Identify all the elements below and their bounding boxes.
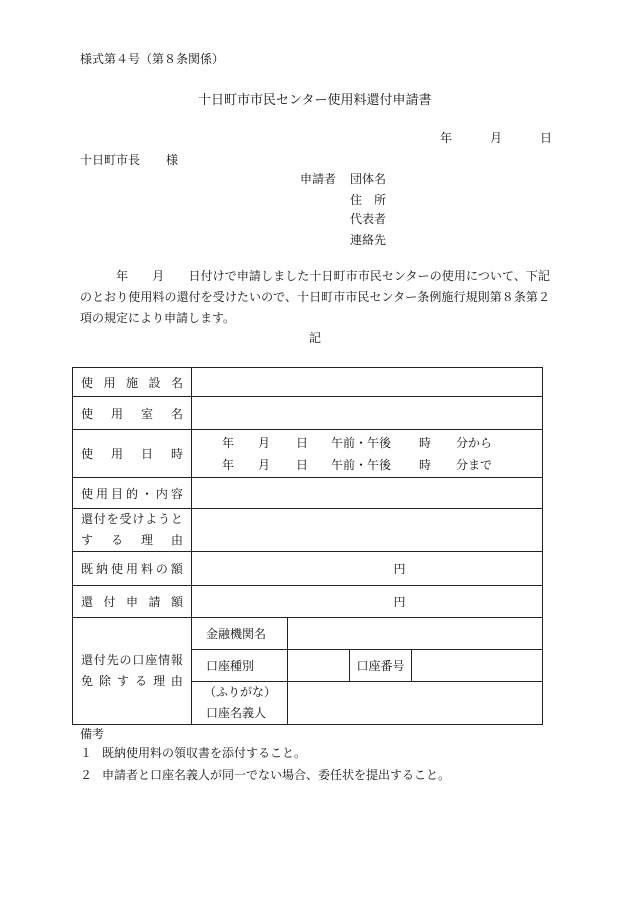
to-ampm: 午前・午後 [331,458,392,472]
datetime-from-row [192,432,542,454]
refund-form-table [72,367,543,725]
refund-amount-text: 還 付 申 請 額 [81,595,183,609]
purpose-label [73,478,192,509]
room-name-label [73,397,192,430]
bank-name-text: 金融機関名 [206,627,267,641]
datetime-field[interactable] [192,430,543,478]
to-year: 年 [222,458,235,472]
refund-amount-label [73,586,192,618]
applicant-label: 申請者 [300,172,337,186]
to-month: 月 [258,458,271,472]
from-month: 月 [258,436,271,450]
note-number: １ [80,746,93,760]
account-info-line2: 免 除 す る 理 由 [81,674,183,688]
purpose-field[interactable] [192,478,543,509]
to-day: 日 [296,458,309,472]
room-name-text: 使 用 室 名 [81,406,183,421]
refund-reason-label [73,509,192,552]
note-item [80,744,306,761]
bank-name-label [192,618,288,650]
paid-fee-label [73,552,192,586]
from-hour: 時 [419,436,432,450]
ki-marker: 記 [309,331,322,345]
facility-name-field[interactable] [192,368,543,397]
refund-reason-line2: す る 理 由 [81,533,183,547]
refund-amount-unit: 円 [393,595,406,609]
form-number: 様式第４号（第８条関係） [80,52,225,66]
purpose-text: 使 用 目 的 ・ 内 容 [81,486,183,501]
paid-fee-text: 既 納 使 用 料 の 額 [81,562,183,576]
application-statement: 年 月 日付けで申請しました十日町市市民センターの使用について、下記のとおり使用料の還付を受けたいので、十日町市市民センター条例施行規則第８条第２項の規定により申請します。 [80,269,550,325]
refund-reason-line1: 還 付 を 受 け よ う と [81,512,183,526]
date-day: 日 [540,131,553,145]
account-holder-field[interactable] [288,682,543,725]
to-minute: 分まで [456,458,493,472]
furigana-text: （ふりがな） [204,685,277,699]
facility-name-text: 使 用 施 設 名 [81,375,183,390]
note-number: ２ [80,768,93,782]
to-hour: 時 [419,458,432,472]
account-type-label [192,650,288,682]
account-number-label [350,650,412,682]
account-info-line1: 還 付 先 の 口 座 情 報 [81,653,183,667]
account-holder-label [192,682,288,725]
applicant-address: 住 所 [350,193,387,207]
addressee-honorific: 様 [166,153,179,167]
note-item [80,766,450,783]
datetime-to-row [192,454,542,476]
notes-heading: 備考 [80,727,105,741]
from-year: 年 [222,436,235,450]
datetime-text: 使 用 日 時 [81,447,183,461]
applicant-group-name: 団体名 [350,172,387,186]
room-name-field[interactable] [192,397,543,430]
note-text: 既納使用料の領収書を添付すること。 [102,746,307,760]
date-month: 月 [490,131,503,145]
from-day: 日 [296,436,309,450]
from-ampm: 午前・午後 [331,436,392,450]
note-text: 申請者と口座名義人が同一でない場合、委任状を提出すること。 [102,768,451,782]
bank-name-field[interactable] [288,618,543,650]
addressee: 十日町市長 [80,153,141,167]
paid-fee-field[interactable] [192,552,543,586]
account-number-field[interactable] [412,650,543,682]
account-holder-text: 口座名義人 [206,706,267,720]
refund-amount-field[interactable] [192,586,543,618]
refund-reason-field[interactable] [192,509,543,552]
form-title: 十日町市市民センター使用料還付申請書 [198,93,432,108]
account-number-text: 口座番号 [356,659,405,673]
applicant-contact: 連絡先 [350,233,387,247]
facility-name-label [73,368,192,397]
account-type-field[interactable] [288,650,350,682]
from-minute: 分から [456,436,493,450]
account-type-text: 口座種別 [206,659,255,673]
applicant-representative: 代表者 [350,212,387,226]
account-info-label [73,618,192,725]
datetime-label [73,430,192,478]
date-year: 年 [440,131,453,145]
paid-fee-unit: 円 [393,562,406,576]
